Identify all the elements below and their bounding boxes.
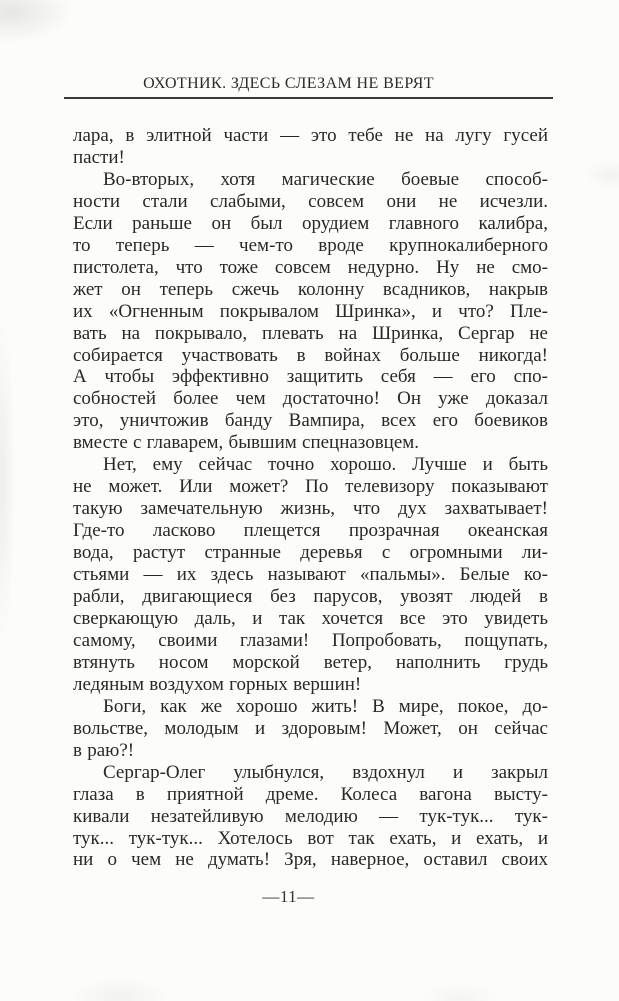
text-line: вода, растут странные деревья с огромными ли- — [73, 542, 548, 564]
text-line: Сергар-Олег улыбнулся, вздохнул и закрыл — [103, 761, 548, 783]
text-line: Где-то ласково плещется прозрачная океанская — [73, 520, 548, 542]
running-head-rule — [64, 97, 553, 99]
text-line: такую замечательную жизнь, что дух захватывает! — [73, 498, 548, 520]
text-line: Нет, ему сейчас точно хорошо. Лучше и быть — [103, 454, 548, 476]
body-text — [73, 125, 548, 871]
text-line: пистолета, что тоже совсем недурно. Ну не смо- — [73, 256, 548, 278]
text-line: рабли, двигающиеся без парусов, увозят людей в — [73, 586, 548, 608]
text-line: кивали незатейливую мелодию — тук-тук... тук- — [73, 805, 548, 827]
text-line: то теперь — чем-то вроде крупнокалиберного — [73, 234, 548, 256]
text-line: глаза в приятной дреме. Колеса вагона высту- — [73, 783, 548, 805]
page-number: —11— — [262, 887, 315, 906]
text-line: ледяным воздухом горных вершин! — [73, 673, 362, 695]
text-line: собирается участвовать в войнах больше никогда! — [73, 344, 548, 366]
text-line: сверкающую даль, и так хочется все это увидеть — [73, 607, 548, 629]
text-line: их «Огненным покрывалом Шринка», и что? Пле- — [73, 300, 548, 322]
text-line: Если раньше он был орудием главного калибра, — [73, 212, 548, 234]
text-line: тук... тук-тук... Хотелось вот так ехать, и ехать, и — [73, 827, 548, 849]
running-head: ОХОТНИК. ЗДЕСЬ СЛЕЗАМ НЕ ВЕРЯТ — [143, 75, 434, 92]
text-line: жет он теперь сжечь колонну всадников, накрыв — [73, 278, 548, 300]
text-line: ности стали слабыми, совсем они не исчезли. — [73, 190, 548, 212]
text-line: Боги, как же хорошо жить! В мире, покое, до- — [103, 695, 548, 717]
text-line: вать на покрывало, плевать на Шринка, Сергар не — [73, 322, 548, 344]
text-line: пасти! — [73, 146, 125, 168]
text-line: вольстве, молодым и здоровым! Может, он сейчас — [73, 717, 548, 739]
text-line: Во-вторых, хотя магические боевые способ- — [103, 168, 548, 190]
text-line: А чтобы эффективно защитить себя — его спо- — [73, 366, 548, 388]
text-line: не может. Или может? По телевизору показывают — [73, 476, 548, 498]
text-line: в раю?! — [73, 739, 135, 761]
text-line: втянуть носом морской ветер, наполнить грудь — [73, 651, 548, 673]
text-line: ни о чем не думать! Зря, наверное, оставил своих — [73, 849, 548, 871]
text-line: лара, в элитной части — это тебе не на лугу гусей — [73, 125, 548, 146]
text-line: это, уничтожив банду Вампира, всех его боевиков — [73, 410, 548, 432]
text-line: собностей более чем достаточно! Он уже доказал — [73, 388, 548, 410]
text-line: самому, своими глазами! Попробовать, пощупать, — [73, 629, 548, 651]
text-line: вместе с главарем, бывшим спецназовцем. — [73, 432, 420, 454]
text-line: стьями — их здесь называют «пальмы». Белые ко- — [73, 564, 548, 586]
